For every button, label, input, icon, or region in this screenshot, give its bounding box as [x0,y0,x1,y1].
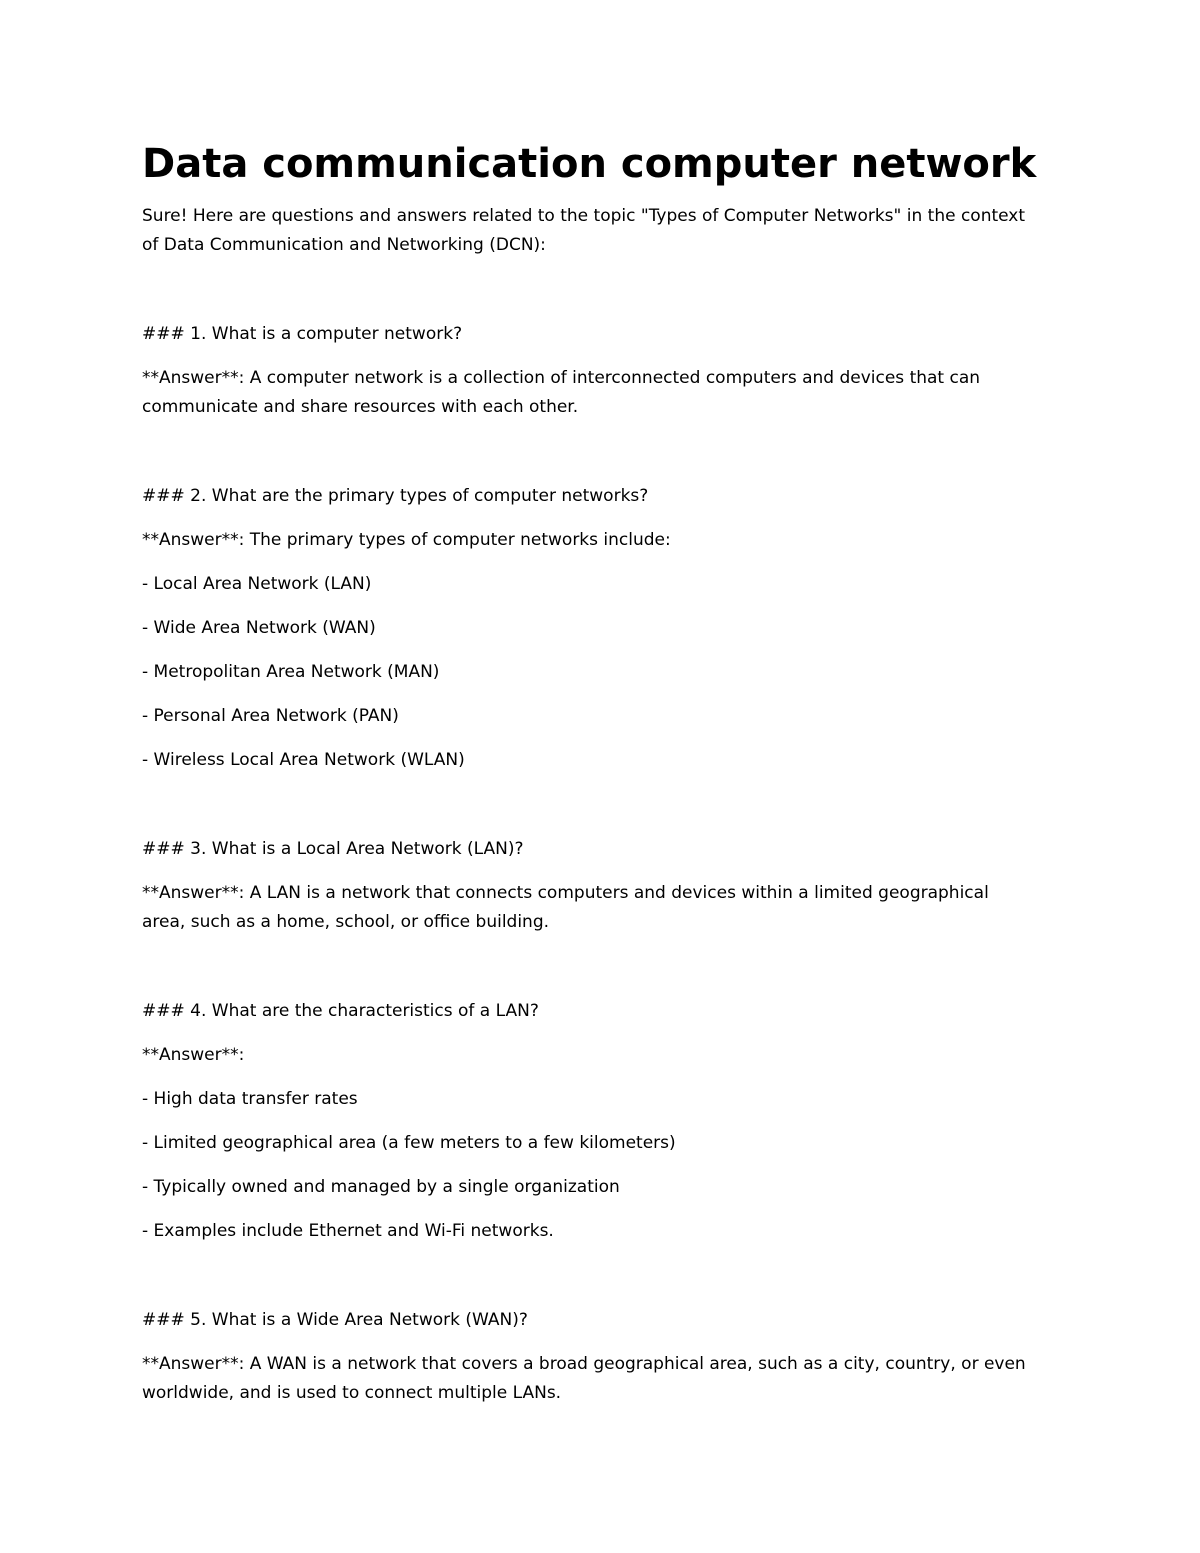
question-heading: ### 5. What is a Wide Area Network (WAN)? [142,1310,528,1330]
list-item: - Examples include Ethernet and Wi-Fi networks. [142,1221,554,1241]
list-item: - Local Area Network (LAN) [142,574,372,594]
qa-section-2 [142,482,1072,775]
question-heading: ### 3. What is a Local Area Network (LAN)? [142,839,524,859]
intro-paragraph [142,202,1072,260]
list-item: - Wireless Local Area Network (WLAN) [142,750,465,770]
document-body [142,138,1072,1408]
question-heading: ### 1. What is a computer network? [142,324,463,344]
list-item: - Personal Area Network (PAN) [142,706,399,726]
answer-line: communicate and share resources with each other. [142,397,579,417]
list-item: - Metropolitan Area Network (MAN) [142,662,440,682]
qa-section-3 [142,835,1072,937]
answer-line: worldwide, and is used to connect multiple LANs. [142,1383,562,1403]
answer-line: **Answer**: [142,1045,245,1065]
list-item: - Typically owned and managed by a single organization [142,1177,620,1197]
list-item: - High data transfer rates [142,1089,358,1109]
question-heading: ### 4. What are the characteristics of a LAN? [142,1001,539,1021]
answer-line: **Answer**: A computer network is a collection of interconnected computers and devices that can [142,368,981,388]
qa-section-5 [142,1306,1072,1408]
list-item: - Wide Area Network (WAN) [142,618,376,638]
answer-line: **Answer**: A LAN is a network that connects computers and devices within a limited geographical [142,883,989,903]
document-title: Data communication computer network [142,141,1037,187]
answer-line: area, such as a home, school, or office building. [142,912,550,932]
list-item: - Limited geographical area (a few meters to a few kilometers) [142,1133,676,1153]
qa-section-4 [142,997,1072,1246]
qa-section-1 [142,320,1072,422]
intro-line: Sure! Here are questions and answers related to the topic "Types of Computer Networks" in the context [142,206,1026,226]
question-heading: ### 2. What are the primary types of computer networks? [142,486,649,506]
intro-line: of Data Communication and Networking (DCN): [142,235,546,255]
answer-line: **Answer**: A WAN is a network that covers a broad geographical area, such as a city, country, or even [142,1354,1026,1374]
answer-line: **Answer**: The primary types of computer networks include: [142,530,671,550]
